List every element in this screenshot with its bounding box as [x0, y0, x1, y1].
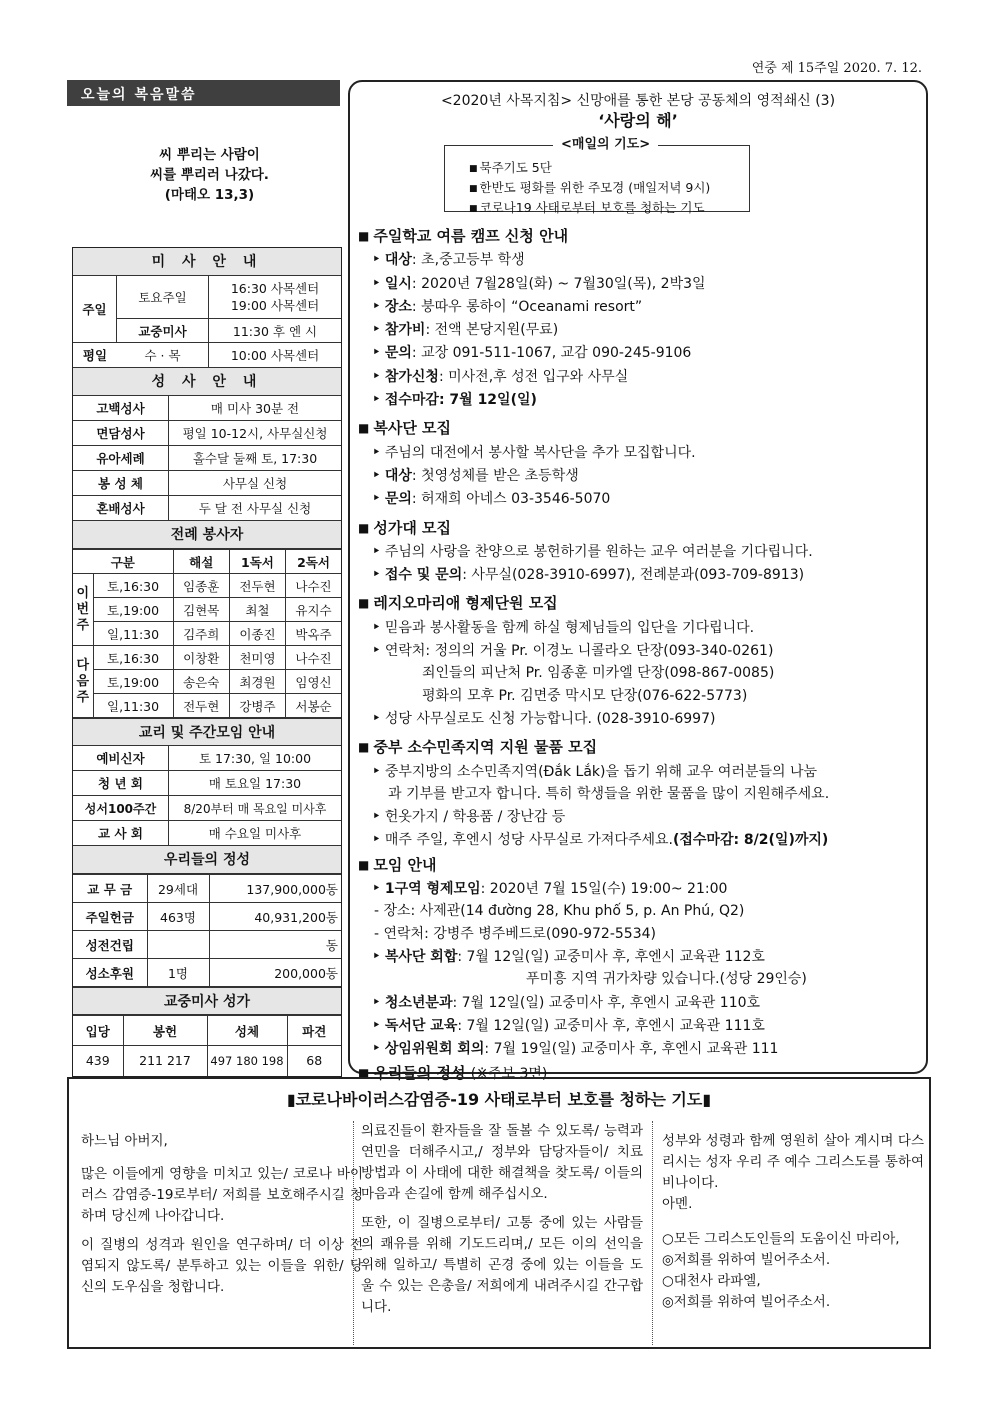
commentator: 전두현 [173, 694, 229, 718]
notice-line: 푸미흥 지역 귀가차량 있습니다.(성당 29인승) [526, 971, 807, 988]
catechism-title: 교리 및 주간모임 안내 [73, 718, 341, 746]
service-time: 토,19:00 [93, 598, 173, 622]
section-title: ■ 레지오마리애 형제단원 모집 [358, 592, 923, 615]
hymn-number: 211 217 [123, 1046, 207, 1076]
reader-1: 강병주 [229, 694, 285, 718]
notice-line: 죄인들의 피난처 Pr. 임종훈 미카엘 단장(098-867-0085) [422, 665, 775, 682]
notice-line: ‣ 주님의 사랑을 찬양으로 봉헌하기를 원하는 교우 여러분을 기다립니다. [358, 540, 923, 563]
table-row [73, 598, 341, 622]
notice-line: ‣ 참가비: 전액 본당지원(무료) [358, 318, 923, 341]
prayer-paragraph: 많은 이들에게 영향을 미치고 있는/ 코로나 바이러스 감염증-19로부터/ 저희를 보호해주시길 청하며 당신께 나아갑니다. [81, 1166, 363, 1224]
catechism-info: 8/20부터 매 목요일 미사후 [183, 801, 327, 816]
catechism-info: 매 수요일 미사후 [208, 826, 302, 841]
commentator: 송은숙 [173, 670, 229, 694]
sacrament-row [73, 471, 341, 496]
reader-2: 나수진 [286, 646, 341, 670]
liturgy-header: 구분 [73, 550, 173, 574]
prayer-paragraph: 하느님 아버지, [81, 1133, 168, 1149]
schedule-panel [72, 247, 342, 1077]
notice-line: ‣ 참가신청: 미사전,후 성전 입구와 사무실 [358, 365, 923, 388]
sacraments-title: 성 사 안 내 [73, 368, 341, 396]
verse-line: 씨 뿌리는 사람이 [159, 147, 260, 163]
year-theme: ‘사랑의 해’ [598, 111, 678, 130]
reader-1: 이종진 [229, 622, 285, 646]
prayer-item: ■ 코로나19 사태로부터 보호를 청하는 기도 [469, 199, 749, 219]
hymn-header: 봉헌 [123, 1016, 207, 1046]
gospel-verse [67, 145, 352, 205]
notice-line: ‣ 독서단 교육: 7월 12일(일) 교중미사 후, 후엔시 교육관 111호 [358, 1014, 923, 1037]
notice-line: ‣ 1구역 형제모임: 2020년 7월 15일(수) 19:00~ 21:00 [358, 877, 923, 900]
hymn-header: 입당 [73, 1016, 123, 1046]
liturgy-header: 해설 [173, 550, 229, 574]
weekday-label: 평일 [82, 348, 108, 363]
table-row [73, 574, 341, 598]
covid-prayer-title: ▮코로나바이러스감염증-19 사태로부터 보호를 청하는 기도▮ [286, 1090, 712, 1109]
sacrament-info: 두 달 전 사무실 신청 [198, 501, 312, 516]
weekday-days: 수 · 목 [117, 343, 209, 367]
hymn-header: 파견 [287, 1016, 341, 1046]
notice-line: ‣ 헌옷가지 / 학용품 / 장난감 등 [358, 805, 923, 828]
notice-list [358, 222, 923, 1086]
litany-line: ○모든 그리스도인들의 도움이신 마리아, [662, 1231, 900, 1247]
reader-2: 유지수 [286, 598, 341, 622]
saturday-time: 16:30 사목센터 [230, 281, 320, 296]
hymns-title: 교중미사 성가 [73, 987, 341, 1015]
section-title: ■ 성가대 모집 [358, 517, 923, 540]
sacrament-name: 유아세례 [73, 446, 169, 470]
prayer-item: ■ 한반도 평화를 위한 주모경 (매일저녁 9시) [469, 179, 749, 199]
offering-count: 463명 [147, 903, 209, 931]
catechism-name: 예비신자 [73, 746, 169, 770]
saturday-time: 19:00 사목센터 [230, 298, 320, 313]
table-row [73, 903, 341, 931]
sacrament-info: 사무실 신청 [222, 476, 288, 491]
notice-line: ‣ 주님의 대전에서 봉사할 복사단을 추가 모집합니다. [358, 441, 923, 464]
table-row [73, 694, 341, 718]
liturgy-table [73, 549, 341, 718]
sacrament-name: 면담성사 [73, 421, 169, 445]
verse-line: 씨를 뿌리러 나갔다. [150, 167, 269, 183]
notice-line: ‣ 장소: 붕따우 롱하이 “Oceanami resort” [358, 295, 923, 318]
service-time: 토,19:00 [93, 670, 173, 694]
reader-2: 박옥주 [286, 622, 341, 646]
covid-prayer-box [67, 1077, 931, 1349]
offering-count: 1명 [147, 959, 209, 987]
litany-line: ○대천사 라파엘, [662, 1273, 761, 1289]
litany-line: ◎저희를 위하여 빌어주소서. [662, 1252, 831, 1268]
week-label-next: 다 음 주 [73, 646, 93, 718]
offerings-title: 우리들의 정성 [73, 846, 341, 874]
sacrament-info: 매 미사 30분 전 [210, 401, 300, 416]
hymns-table [73, 1015, 341, 1076]
service-time: 토,16:30 [93, 574, 173, 598]
section-title: ■ 모임 안내 [358, 854, 923, 877]
offering-amount: 동 [209, 931, 341, 959]
reader-2: 나수진 [286, 574, 341, 598]
catechism-row [73, 796, 341, 821]
prayer-paragraph: 또한, 이 질병으로부터/ 고통 중에 있는 사람들의 쾌유를 위해 기도드리며,/ 모든 이의 선익을 위해 일하고/ 특별히 곤경 중에 있는 이들을 도울 수 있는 은총을/ 저희에게 내려주시길 간구합니다. [361, 1215, 643, 1315]
offering-name: 성전건립 [73, 931, 147, 959]
daily-prayer-title: <매일의 기도> [553, 136, 658, 154]
notice-line: ‣ 매주 주일, 후엔시 성당 사무실로 가져다주세요.(접수마감: 8/2(일)까지) [358, 828, 923, 851]
prayer-column-3 [662, 1131, 924, 1313]
offering-name: 성소후원 [73, 959, 147, 987]
prayer-paragraph: 의료진들이 환자들을 잘 돌볼 수 있도록/ 능력과 연민을 더해주시고,/ 정부와 담당자들이/ 치료 방법과 이 사태에 대한 해결책을 찾도록/ 이들의 마음과 손길에 함께 해주십시오. [361, 1123, 643, 1202]
offerings-table [73, 874, 341, 987]
notice-line: - 장소: 사제관(14 đường 28, Khu phố 5, p. An Phú, Q2) [374, 903, 745, 920]
table-row [73, 875, 341, 903]
prayer-paragraph: 아멘. [662, 1196, 693, 1212]
notice-line: ‣ 접수마감: 7월 12일(일) [358, 388, 923, 411]
saturday-label: 토요주일 [117, 276, 209, 319]
issue-date: 연중 제 15주일 2020. 7. 12. [751, 61, 922, 76]
reader-1: 최경원 [229, 670, 285, 694]
mass-title: 미 사 안 내 [73, 248, 341, 276]
offering-amount: 40,931,200동 [209, 903, 341, 931]
daily-prayer-box [444, 137, 750, 215]
prayer-column-1 [81, 1131, 363, 1306]
offering-amount: 200,000동 [209, 959, 341, 987]
table-row [73, 931, 341, 959]
service-time: 일,11:30 [93, 622, 173, 646]
week-label-this: 이 번 주 [73, 574, 93, 646]
notice-line: 과 기부를 받고자 합니다. 특히 학생들을 위한 물품을 많이 지원해주세요. [388, 785, 830, 802]
notice-line: ‣ 문의: 허재희 아네스 03-3546-5070 [358, 487, 923, 510]
reader-2: 임영신 [286, 670, 341, 694]
commentator: 김현목 [173, 598, 229, 622]
prayer-paragraph: 이 질병의 성격과 원인을 연구하며/ 더 이상 전염되지 않도록/ 분투하고 있는 이들을 위한/ 당신의 도우심을 청합니다. [81, 1237, 363, 1295]
column-divider [652, 1121, 653, 1345]
offering-amount: 137,900,000동 [209, 875, 341, 903]
table-row [73, 622, 341, 646]
offering-name: 주일헌금 [73, 903, 147, 931]
notice-line: ‣ 문의: 교장 091-511-1067, 교감 090-245-9106 [358, 341, 923, 364]
sacrament-row [73, 496, 341, 521]
joint-mass-label: 교중미사 [117, 319, 209, 343]
catechism-row [73, 746, 341, 771]
saturday-times [209, 276, 341, 319]
service-time: 일,11:30 [93, 694, 173, 718]
hymn-header: 성체 [207, 1016, 287, 1046]
mass-table [73, 276, 341, 368]
catechism-name: 성서100주간 [73, 796, 169, 820]
catechism-info: 토 17:30, 일 10:00 [198, 751, 312, 766]
liturgy-title: 전례 봉사자 [73, 521, 341, 549]
column-divider [353, 1121, 354, 1345]
section-title: ■ 중부 소수민족지역 지원 물품 모집 [358, 736, 923, 759]
offering-count [147, 931, 209, 959]
sacrament-info: 평일 10-12시, 사무실신청 [182, 426, 328, 441]
sacrament-row [73, 446, 341, 471]
notice-line: ‣ 대상: 첫영성체를 받은 초등학생 [358, 464, 923, 487]
catechism-name: 청 년 회 [73, 771, 169, 795]
section-title: ■ 우리들의 정성 (※주보 3면) [358, 1062, 923, 1085]
notice-line: 평화의 모후 Pr. 김면중 막시모 단장(076-622-5773) [422, 687, 748, 704]
verse-reference: (마태오 13,3) [164, 187, 255, 203]
catechism-row [73, 771, 341, 796]
section-title: ■ 주일학교 여름 캠프 신청 안내 [358, 225, 923, 248]
notice-line: ‣ 연락처: 정의의 거울 Pr. 이경노 니콜라오 단장(093-340-0261) [358, 639, 923, 662]
sacrament-row [73, 421, 341, 446]
hymn-number: 497 180 198 [207, 1046, 287, 1076]
liturgy-header: 2독서 [286, 550, 341, 574]
table-row [73, 1046, 341, 1076]
notice-line: ‣ 복사단 회합: 7월 12일(일) 교중미사 후, 후엔시 교육관 112호 [358, 945, 923, 968]
reader-2: 서봉순 [286, 694, 341, 718]
sacrament-name: 혼배성사 [73, 496, 169, 520]
announcements-box [348, 80, 928, 1083]
catechism-name: 교 사 회 [73, 821, 169, 845]
sunday-label: 주일 [73, 276, 117, 343]
notice-line: ‣ 일시: 2020년 7월28일(화) ~ 7월30일(목), 2박3일 [358, 272, 923, 295]
commentator: 김주희 [173, 622, 229, 646]
reader-1: 전두현 [229, 574, 285, 598]
sacrament-info: 홀수달 둘째 토, 17:30 [192, 451, 318, 466]
hymn-number: 439 [73, 1046, 123, 1076]
service-time: 토,16:30 [93, 646, 173, 670]
weekday-time: 10:00 사목센터 [230, 348, 320, 363]
offering-name: 교 무 금 [73, 875, 147, 903]
offering-count: 29세대 [147, 875, 209, 903]
notice-line: ‣ 청소년분과: 7월 12일(일) 교중미사 후, 후엔시 교육관 110호 [358, 991, 923, 1014]
commentator: 임종훈 [173, 574, 229, 598]
reader-1: 최철 [229, 598, 285, 622]
pastoral-guideline: <2020년 사목지침> 신망애를 통한 본당 공동체의 영적쇄신 (3) [440, 93, 836, 109]
sacrament-row [73, 396, 341, 421]
prayer-paragraph: 성부와 성령과 함께 영원히 살아 계시며 다스리시는 성자 우리 주 예수 그리스도를 통하여 비나이다. [662, 1133, 924, 1191]
catechism-row [73, 821, 341, 846]
notice-line: ‣ 중부지방의 소수민족지역(Đắk Lắk)을 돕기 위해 교우 여러분들의 나눔 [358, 760, 923, 783]
catechism-info: 매 토요일 17:30 [208, 776, 302, 791]
notice-line: ‣ 성당 사무실로도 신청 가능합니다. (028-3910-6997) [358, 707, 923, 730]
prayer-column-2 [361, 1121, 643, 1326]
notice-line: - 연락처: 강병주 병주베드로(090-972-5534) [374, 925, 656, 942]
reader-1: 천미영 [229, 646, 285, 670]
section-title: ■ 복사단 모집 [358, 417, 923, 440]
sacrament-name: 봉 성 체 [73, 471, 169, 495]
table-row [73, 670, 341, 694]
liturgy-header: 1독서 [229, 550, 285, 574]
gospel-banner-label: 오늘의 복음말씀 [81, 87, 197, 103]
litany-line: ◎저희를 위하여 빌어주소서. [662, 1294, 831, 1310]
table-row [73, 646, 341, 670]
notice-line: ‣ 대상: 초,중고등부 학생 [358, 248, 923, 271]
gospel-banner [67, 80, 340, 106]
table-row [73, 959, 341, 987]
notice-line: ‣ 접수 및 문의: 사무실(028-3910-6997), 전례분과(093-709-8913) [358, 563, 923, 586]
notice-line: ‣ 상임위원회 회의: 7월 19일(일) 교중미사 후, 후엔시 교육관 111 [358, 1037, 923, 1060]
hymn-number: 68 [287, 1046, 341, 1076]
notice-line: ‣ 믿음과 봉사활동을 함께 하실 형제님들의 입단을 기다립니다. [358, 616, 923, 639]
prayer-item: ■ 묵주기도 5단 [469, 159, 749, 179]
joint-mass-time: 11:30 후 엔 시 [209, 319, 341, 343]
commentator: 이창환 [173, 646, 229, 670]
sacrament-name: 고백성사 [73, 396, 169, 420]
